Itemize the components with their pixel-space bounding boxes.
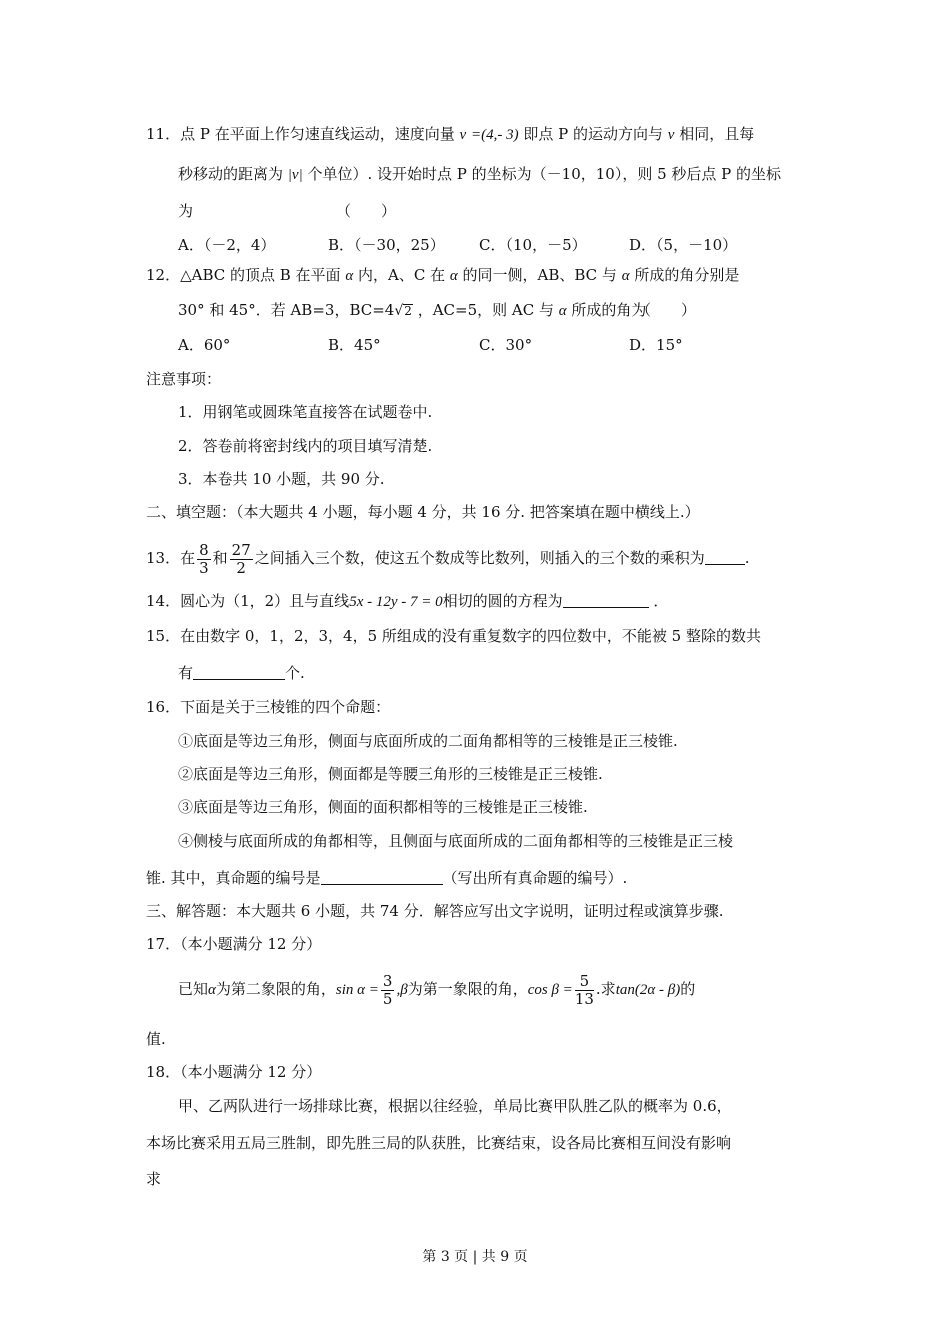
q17-text: 的 [680,980,696,998]
sqrt-icon: √ [394,303,404,319]
q15-answer-blank[interactable] [193,665,285,680]
q13-text: . [744,549,750,567]
q16-answer-blank[interactable] [321,870,443,885]
fraction-5-13 [575,973,594,1008]
q16-last-line [146,868,627,888]
q16-text: 锥. 其中，真命题的编号是 [146,869,321,887]
q11-text: 相同，且每 [679,125,755,143]
section-2-heading: 二、填空题：（本大题共 4 小题，每小题 4 分，共 16 分. 把答案填在题中横线上.） [146,503,700,521]
q16-proposition-3: ③底面是等边三角形，侧面的面积都相等的三棱锥是正三棱锥. [178,798,588,816]
q12-text: 所成的角为 [571,301,647,319]
q12-option-a: A．60° [178,336,231,354]
denominator: 13 [574,989,594,1008]
q15-text: 有 [178,664,194,682]
q11-text: 11．点 P 在平面上作匀速直线运动，速度向量 [146,125,455,143]
q15-line1: 15．在由数字 0，1，2，3，4，5 所组成的没有重复数字的四位数中，不能被 5 整除的数共 [146,627,761,645]
velocity-value: =(4,- 3) [470,127,519,143]
q14-text: 14．圆心为（1，2）且与直线 [146,592,350,610]
q12-option-d: D．15° [629,336,683,354]
q11-answer-paren: （ ） [336,202,397,220]
q11-option-b: B．（－30，25） [328,236,445,254]
velocity-magnitude: |v| [287,167,303,183]
alpha-symbol: α [208,982,216,998]
q12-answer-paren: （ ） [636,301,697,319]
fraction-8-3 [197,542,211,577]
section-3-heading: 三、解答题：本大题共 6 小题，共 74 分．解答应写出文字说明，证明过程或演算步骤. [146,902,724,920]
q13-text: 13．在 [146,549,196,567]
numerator: 3 [382,971,393,990]
q16-proposition-1: ①底面是等边三角形，侧面与底面所成的二面角都相等的三棱锥是正三棱锥. [178,732,678,750]
q17-text: 为第一象限的角， [407,980,528,998]
page-footer: 第 3 页 | 共 9 页 [422,1249,528,1265]
notes-item: 2．答卷前将密封线内的项目填写清楚. [178,437,433,455]
q11-line2 [178,164,781,185]
numerator: 8 [199,540,209,559]
numerator: 27 [231,540,251,559]
q12-text: 的同一侧，AB、BC 与 [462,266,617,284]
q18-line2: 本场比赛采用五局三胜制，即先胜三局的队获胜，比赛结束，设各局比赛相互间没有影响 [146,1134,732,1152]
sin-expression: sin α = [335,982,379,998]
q14-text: ． [653,592,669,610]
q17-header: 17．（本小题满分 12 分） [146,935,322,953]
alpha-symbol: α [558,303,567,319]
q13-answer-blank[interactable] [705,550,745,565]
notes-item: 1．用钢笔或圆珠笔直接答在试题卷中. [178,403,433,421]
notes-item: 3．本卷共 10 小题，共 90 分. [178,470,385,488]
q12-text: 所成的角分别是 [634,266,740,284]
q12-line2 [178,300,646,321]
q14-text: 相切的圆的方程为 [442,592,563,610]
q11-text: 即点 P 的运动方向与 [523,125,663,143]
q17-line1 [178,966,695,1013]
q14-line [146,591,668,612]
line-equation: 5x - 12y - 7 = 0 [349,594,443,610]
denominator: 2 [236,558,246,577]
q12-option-c: C．30° [479,336,533,354]
q14-answer-blank[interactable] [563,593,649,608]
q11-text: 为 [178,202,194,220]
q11-text: 秒移动的距离为 [178,165,284,183]
velocity-symbol: v [667,127,675,143]
q16-intro: 16．下面是关于三棱锥的四个命题： [146,698,391,716]
q11-option-a: A．（－2，4） [178,236,276,254]
comma: , [396,982,401,998]
q11-line1 [146,124,754,145]
q13-text: 和 [212,549,228,567]
q16-text: （写出所有真命题的编号）. [442,869,628,887]
q16-proposition-4: ④侧棱与底面所成的角都相等，且侧面与底面所成的二面角都相等的三棱锥是正三棱 [178,832,734,850]
q17-text: 为第二象限的角， [215,980,336,998]
beta-symbol: β [400,982,408,998]
q18-header: 18．（本小题满分 12 分） [146,1063,322,1081]
q12-text: 内，A、C 在 [358,266,446,284]
q18-line1: 甲、乙两队进行一场排球比赛，根据以往经验，单局比赛甲队胜乙队的概率为 0.6， [178,1097,732,1115]
numerator: 5 [575,973,594,991]
alpha-symbol: α [449,268,458,284]
q12-text: ，AC=5，则 AC 与 [417,301,554,319]
notes-title: 注意事项： [146,370,222,388]
alpha-symbol: α [345,268,354,284]
q17-text: 已知 [178,980,209,998]
cos-expression: cos β = [527,982,573,998]
q17-text: .求 [595,980,616,998]
sqrt-radicand: 2 [404,304,412,318]
q16-proposition-2: ②底面是等边三角形，侧面都是等腰三角形的三棱锥是正三棱锥. [178,765,603,783]
q11-line3 [178,201,193,221]
q17-line2: 值. [146,1030,166,1048]
q12-option-b: B．45° [328,336,381,354]
q11-option-d: D．（5，－10） [629,236,738,254]
q13-line [146,535,750,581]
alpha-symbol: α [621,268,630,284]
q18-line3: 求 [146,1170,162,1188]
q15-text: 个. [285,664,305,682]
fraction-3-5 [381,973,395,1008]
denominator: 5 [382,989,393,1008]
q12-line1 [146,265,739,286]
q11-text: 个单位）. 设开始时点 P 的坐标为（－10，10），则 5 秒后点 P 的坐标 [307,165,782,183]
tan-expression: tan(2α - β) [615,982,681,998]
q13-text: 之间插入三个数，使这五个数成等比数列，则插入的三个数的乘积为 [254,549,705,567]
q15-line2 [178,663,305,683]
fraction-27-2 [230,542,253,577]
velocity-symbol: v [459,127,467,143]
q12-text: 12．△ABC 的顶点 B 在平面 [146,266,341,284]
q11-option-c: C．（10，－5） [479,236,587,254]
q12-text: 30° 和 45°．若 AB=3，BC=4 [178,301,395,319]
denominator: 3 [199,558,209,577]
